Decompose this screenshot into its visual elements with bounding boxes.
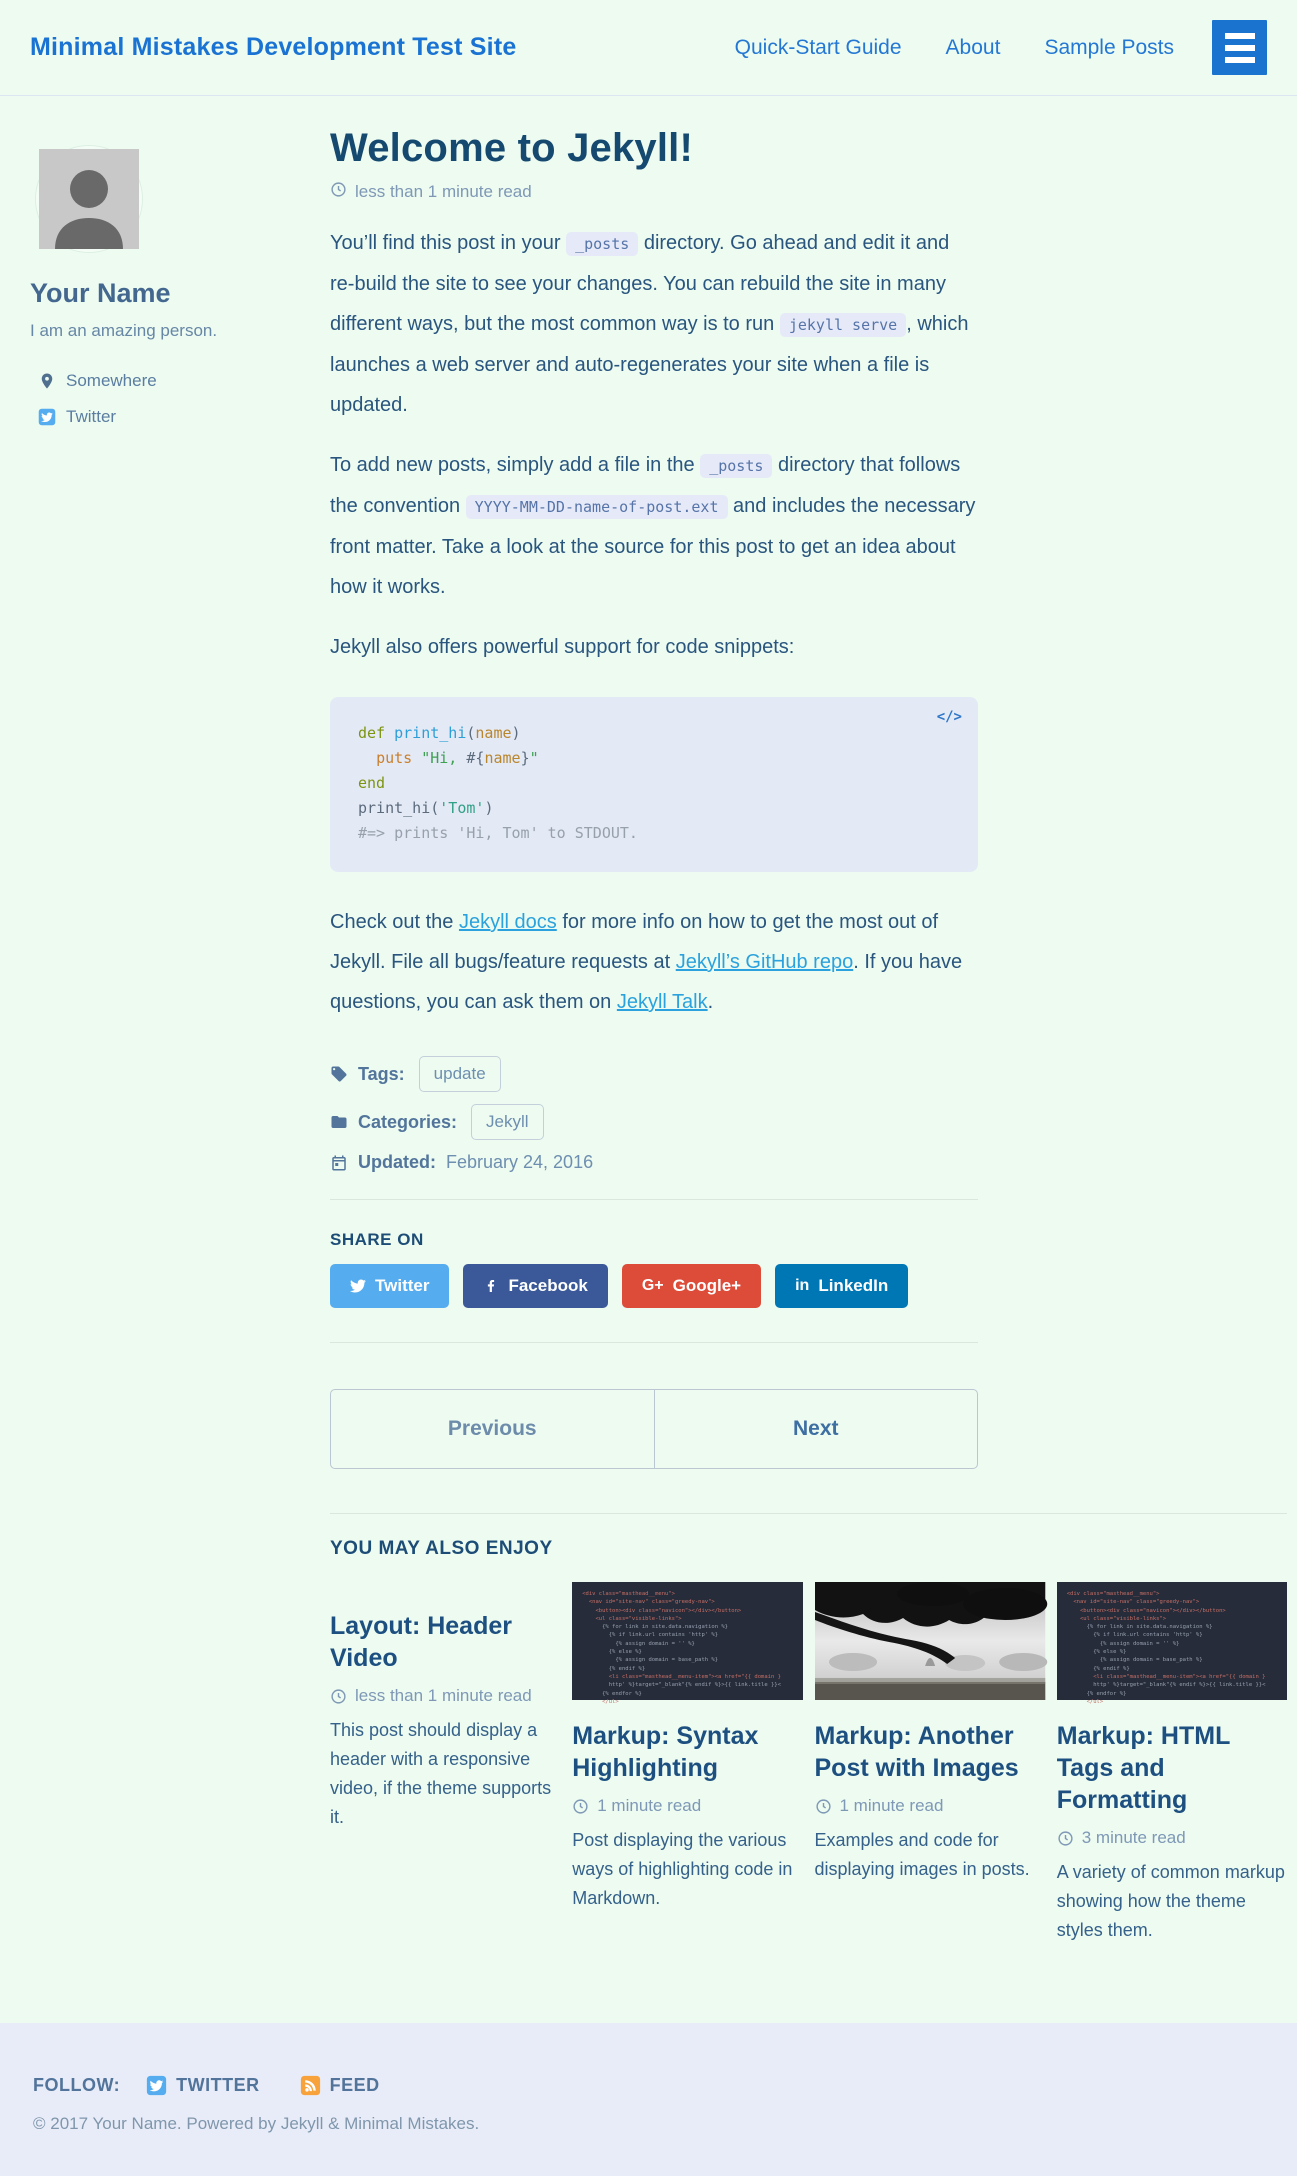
- page-title: Welcome to Jekyll!: [330, 126, 693, 170]
- share-twitter-button[interactable]: Twitter: [330, 1264, 449, 1308]
- hamburger-menu-button[interactable]: [1212, 20, 1267, 75]
- inline-code: _posts: [566, 232, 638, 256]
- related-post-read-time: less than 1 minute read: [330, 1686, 560, 1706]
- teaser-image-code: <div class="masthead__menu"> <nav id="site-nav" class="greedy-nav"> <button><div class="navicon"></div></button> <ul class="visible-links"> {% for link in site.data.navigation %} {% if link.url contains 'http' %} {% assign domain = '' %} {% else %} {% assign domain = base_path %} {% endif %} <li class="masthead__menu-item"><a href="{{ domain } http' %}target="_blank"{% endif %}>{{ link.title }}< {% endfor %} </ul>: [572, 1582, 802, 1700]
- code-block: [330, 697, 978, 872]
- article-paragraphs-after: [330, 902, 978, 1022]
- article-paragraph: Jekyll also offers powerful support for code snippets:: [330, 636, 795, 658]
- related-post-title[interactable]: Markup: HTML Tags and Formatting: [1056, 1722, 1230, 1814]
- folder-icon: [330, 1113, 348, 1131]
- code-language-icon: </>: [936, 709, 962, 725]
- clock-icon: [330, 1688, 347, 1705]
- calendar-icon: [330, 1154, 348, 1172]
- author-link-twitter[interactable]: Twitter: [38, 407, 330, 427]
- related-post-title[interactable]: Markup: Another Post with Images: [814, 1722, 1019, 1782]
- map-marker-icon: [38, 372, 56, 390]
- follow-label: FOLLOW:: [33, 2075, 121, 2095]
- updated-row: Updated: February 24, 2016: [330, 1152, 978, 1173]
- body-link[interactable]: Jekyll’s GitHub repo: [675, 951, 854, 973]
- footer-link-feed[interactable]: FEED: [300, 2075, 380, 2096]
- article-paragraph: You’ll find this post in your _posts directory. Go ahead and edit it and re-build the site to see your changes. You can rebuild the site in many different ways, but the most common way is to run jekyll serve , which launches a web server and auto-regenerates your site when a file is updated.: [330, 232, 969, 416]
- divider: [330, 1342, 978, 1343]
- author-bio: I am an amazing person.: [30, 321, 218, 340]
- related-post-card: [572, 1582, 802, 1945]
- tag-icon: [330, 1065, 348, 1083]
- article-paragraph: Check out the Jekyll docs for more info on how to get the most out of Jekyll. File all bugs/feature requests at Jekyll’s GitHub repo. If you have questions, you can ask them on Jekyll Talk.: [330, 911, 963, 1013]
- categories-row: Categories: Jekyll: [330, 1104, 978, 1140]
- inline-code: jekyll serve: [780, 313, 906, 337]
- twitter-square-icon: [38, 408, 56, 426]
- taxonomy-section: [330, 1056, 978, 1173]
- share-facebook-button[interactable]: Facebook: [463, 1264, 607, 1308]
- facebook-icon: [483, 1278, 499, 1294]
- category-chip-jekyll[interactable]: Jekyll: [471, 1104, 544, 1140]
- clock-icon: [330, 181, 347, 203]
- avatar: [36, 146, 142, 252]
- related-post-excerpt: This post should display a header with a responsive video, if the theme supports it.: [330, 1720, 552, 1827]
- clock-icon: [815, 1798, 832, 1815]
- twitter-icon: [350, 1278, 366, 1294]
- page-body: [0, 96, 1297, 1945]
- pagination: [330, 1389, 978, 1469]
- teaser-image-photo: [815, 1582, 1045, 1700]
- share-heading: SHARE ON: [330, 1230, 424, 1249]
- linkedin-icon: in: [795, 1277, 810, 1294]
- related-post-card: [1057, 1582, 1287, 1945]
- body-link[interactable]: Jekyll Talk: [616, 991, 708, 1013]
- read-time: less than 1 minute read: [330, 181, 978, 203]
- google-plus-icon: G+: [641, 1277, 664, 1294]
- related-post-excerpt: Post displaying the various ways of highlighting code in Markdown.: [572, 1830, 793, 1908]
- related-post-read-time: 3 minute read: [1057, 1828, 1287, 1848]
- related-heading: YOU MAY ALSO ENJOY: [330, 1538, 553, 1559]
- rss-square-icon: [300, 2075, 321, 2096]
- copyright: © 2017 Your Name. Powered by Jekyll & Minimal Mistakes.: [33, 2114, 480, 2133]
- share-buttons: [330, 1264, 978, 1308]
- twitter-square-icon: [146, 2075, 167, 2096]
- divider: [330, 1199, 978, 1200]
- related-post-read-time: 1 minute read: [815, 1796, 1045, 1816]
- clock-icon: [572, 1798, 589, 1815]
- site-title[interactable]: Minimal Mistakes Development Test Site: [30, 33, 517, 61]
- author-name: Your Name: [30, 278, 171, 308]
- masthead-nav: [735, 36, 1174, 60]
- masthead: [0, 0, 1297, 96]
- related-post-excerpt: Examples and code for displaying images in posts.: [814, 1830, 1030, 1879]
- related-post-card: [815, 1582, 1045, 1945]
- share-linkedin-button[interactable]: in LinkedIn: [775, 1264, 908, 1308]
- nav-link-about[interactable]: About: [945, 35, 1001, 59]
- related-posts-section: [330, 1513, 1287, 1945]
- footer: [0, 2023, 1297, 2176]
- code-snippet: def print_hi(name) puts "Hi, #{name}" end print_hi('Tom') #=> prints 'Hi, Tom' to STDOUT.: [358, 724, 638, 842]
- related-post-excerpt: A variety of common markup showing how the theme styles them.: [1056, 1862, 1285, 1940]
- tag-chip-update[interactable]: update: [419, 1056, 501, 1092]
- related-post-card: [330, 1582, 560, 1945]
- teaser-image-code: <div class="masthead__menu"> <nav id="site-nav" class="greedy-nav"> <button><div class="navicon"></div></button> <ul class="visible-links"> {% for link in site.data.navigation %} {% if link.url contains 'http' %} {% assign domain = '' %} {% else %} {% assign domain = base_path %} {% endif %} <li class="masthead__menu-item"><a href="{{ domain } http' %}target="_blank"{% endif %}>{{ link.title }}< {% endfor %} </ul>: [1057, 1582, 1287, 1700]
- share-google-button[interactable]: G+ Google+: [622, 1264, 761, 1308]
- nav-link-quick-start-guide[interactable]: Quick-Start Guide: [734, 35, 902, 59]
- updated-date: February 24, 2016: [446, 1152, 594, 1172]
- inline-code: _posts: [700, 454, 772, 478]
- hamburger-icon: [1225, 33, 1255, 39]
- footer-follow: [33, 2075, 1267, 2096]
- footer-link-twitter[interactable]: TWITTER: [146, 2075, 259, 2096]
- related-post-read-time: 1 minute read: [572, 1796, 802, 1816]
- article-paragraph: To add new posts, simply add a file in the _posts directory that follows the convention YYYY-MM-DD-name-of-post.ext and includes the necessary front matter. Take a look at the source for this post to get an idea about how it works.: [330, 454, 976, 598]
- article-paragraphs: [330, 223, 978, 667]
- body-link[interactable]: Jekyll docs: [458, 911, 557, 933]
- related-grid: [330, 1582, 1287, 1945]
- related-post-title[interactable]: Markup: Syntax Highlighting: [572, 1722, 759, 1782]
- author-links: [30, 371, 330, 427]
- tags-row: Tags: update: [330, 1056, 978, 1092]
- related-post-title[interactable]: Layout: Header Video: [330, 1612, 512, 1672]
- clock-icon: [1057, 1830, 1074, 1847]
- nav-link-sample-posts[interactable]: Sample Posts: [1044, 35, 1174, 59]
- inline-code: YYYY-MM-DD-name-of-post.ext: [466, 495, 728, 519]
- previous-post-button[interactable]: Previous: [447, 1417, 537, 1440]
- author-sidebar: [30, 96, 330, 1945]
- next-post-button[interactable]: Next: [654, 1390, 978, 1468]
- author-link-somewhere[interactable]: Somewhere: [38, 371, 330, 391]
- foggy-tree-photo: [815, 1582, 1045, 1700]
- main-content: [330, 96, 1287, 1945]
